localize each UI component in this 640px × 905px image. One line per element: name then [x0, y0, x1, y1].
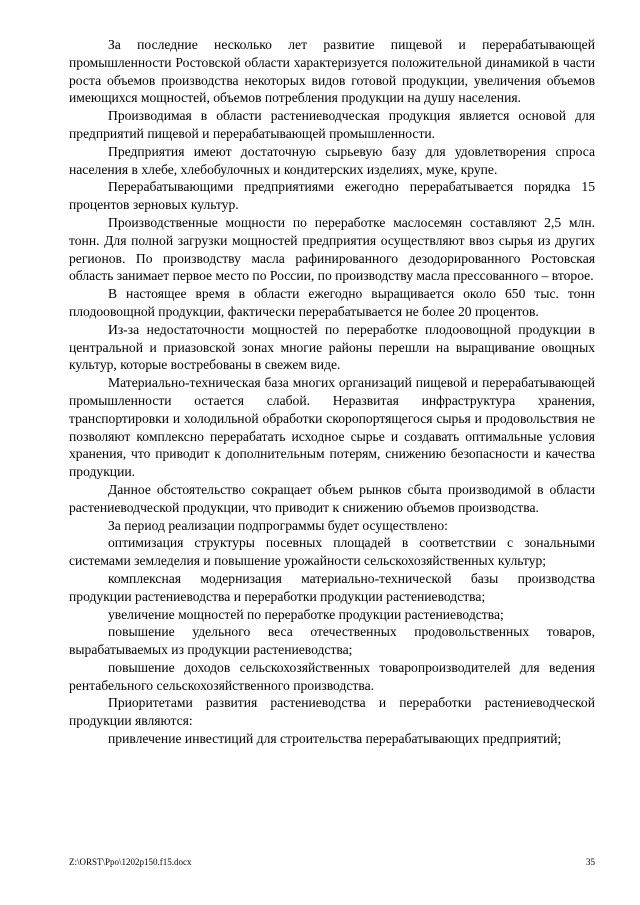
- paragraph-material-base-weakness: Материально-техническая база многих организаций пищевой и перерабатывающей промышленности остается слабой. Неразвитая инфраструктура хранения, транспортировки и холодильной обработки скоропортящегося сырья и продовольствия не позволяют комплексно перерабатать исходное сырье и создавать оптимальные условия хранения, что приводит к дополнительным потерям, снижению безопасности и качества продукции.: [69, 375, 595, 480]
- paragraph-subprogram-intro: За период реализации подпрограммы будет осуществлено:: [108, 517, 448, 533]
- paragraph-industry-dynamics: За последние несколько лет развитие пищевой и перерабатывающей промышленности Ростовской области характеризуется положительной динамикой в части роста объемов производства некоторых видов готовой продукции, увеличения объемов имеющихся мощностей, объемов потребления продукции на душу населения.: [69, 37, 595, 106]
- paragraph-grain-processing: Перерабатывающими предприятиями ежегодно перерабатывается порядка 15 процентов зерновых культур.: [69, 179, 595, 213]
- paragraph-raw-material-base: Предприятия имеют достаточную сырьевую базу для удовлетворения спроса населения в хлебе, хлебобулочных и кондитерских изделиях, муке, крупе.: [69, 143, 595, 177]
- paragraph-priorities-intro: Приоритетами развития растениеводства и переработки растениеводческой продукции являются:: [69, 695, 595, 729]
- list-item-investment: привлечение инвестиций для строительства перерабатывающих предприятий;: [108, 731, 562, 747]
- paragraph-capacity-shortage: Из-за недостаточности мощностей по переработке плодоовощной продукции в центральной и приазовской зонах многие районы перешли на выращивание овощных культур, которые востребованы в свежем виде.: [69, 321, 595, 373]
- footer-file-path: Z:\ORST\Ppo\1202p150.f15.docx: [69, 857, 192, 867]
- list-item-income-increase: повышение доходов сельскохозяйственных товаропроизводителей для ведения рентабельного сельскохозяйственного производства.: [69, 659, 595, 693]
- list-item-domestic-share: повышение удельного веса отечественных продовольственных товаров, вырабатываемых из продукции растениеводства;: [69, 624, 595, 658]
- list-item-crop-optimization: оптимизация структуры посевных площадей в соответствии с зональными системами земледелия и повышение урожайности сельскохозяйственных культур;: [69, 535, 595, 569]
- document-body: [69, 36, 595, 748]
- paragraph-oilseed-capacity: Производственные мощности по переработке маслосемян составляют 2,5 млн. тонн. Для полной загрузки мощностей предприятия осуществляют ввоз сырья из других регионов. По производству масла рафинированного дезодорированного Ростовская область занимает первое место по России, по производству масла прессованного – второе.: [69, 214, 595, 284]
- paragraph-crop-production-basis: Производимая в области растениеводческая продукция является основой для предприятий пищевой и перерабатывающей промышленности.: [69, 108, 595, 141]
- list-item-modernization: комплексная модернизация материально-технической базы производства продукции растениеводства и переработки продукции растениеводства;: [69, 570, 595, 604]
- footer-page-number: 35: [586, 857, 595, 867]
- list-item-capacity-increase: увеличение мощностей по переработке продукции растениеводства;: [108, 606, 504, 622]
- paragraph-fruit-vegetable-output: В настоящее время в области ежегодно выращивается около 650 тыс. тонн плодоовощной продукции, фактически перерабатывается не более 20 процентов.: [69, 286, 595, 319]
- paragraph-market-reduction: Данное обстоятельство сокращает объем рынков сбыта производимой в области растениеводческой продукции, что приводит к снижению объемов производства.: [69, 481, 595, 515]
